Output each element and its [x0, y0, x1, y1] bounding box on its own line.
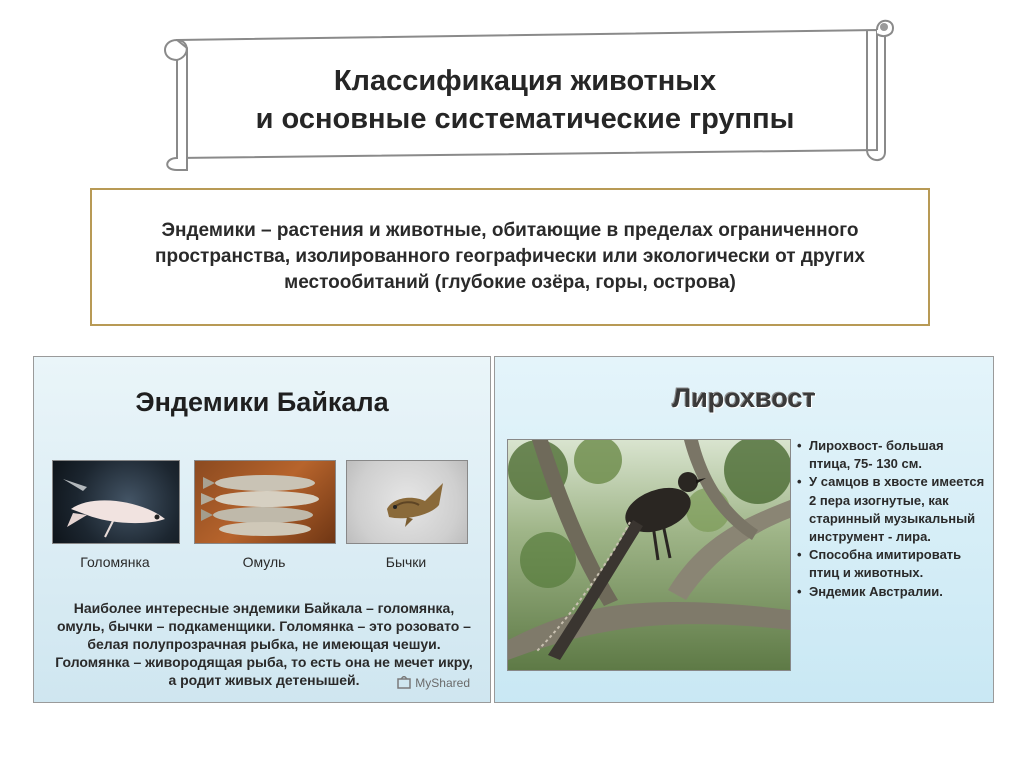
banner-title-line-1: Классификация животных — [333, 64, 717, 97]
lyrebird-slide-title: Лирохвост — [672, 383, 816, 413]
myshared-watermark — [397, 676, 470, 690]
golomyanka-fish-photo — [52, 460, 180, 544]
myshared-logo-icon — [397, 676, 411, 690]
myshared-label: MyShared — [415, 676, 470, 690]
baikal-slide-title: Эндемики Байкала — [135, 387, 389, 417]
lyrebird-fact-1: • Лирохвост- большая птица, 75- 130 см. — [797, 437, 987, 473]
banner-title — [185, 50, 865, 150]
lyrebird-photo — [507, 439, 791, 671]
golomyanka-caption: Голомянка — [80, 554, 150, 570]
definition-box — [90, 188, 930, 326]
omul-fish-photo — [194, 460, 336, 544]
lyrebird-fact-4: • Эндемик Австралии. — [797, 583, 987, 601]
goby-fish-photo — [346, 460, 468, 544]
lyrebird-slide — [494, 356, 994, 703]
definition-text: Эндемики – растения и животные, обитающие в пределах ограниченного пространства, изолированного географически или экологически от других местообитаний (глубокие озёра, горы, острова) — [155, 219, 865, 294]
omul-caption: Омуль — [242, 554, 286, 570]
banner-title-line-2: и основные систематические группы — [255, 103, 795, 135]
lyrebird-facts-list — [797, 437, 987, 601]
baikal-description: Наиболее интересные эндемики Байкала – голомянка, омуль, бычки – подкаменщики. Голомянка – это розовато – белая полупрозрачная рыбка, не имеющая чешуи. Голомянка – живородящая рыба, то есть она не мечет икру, а родит живых детенышей. — [55, 600, 473, 688]
lyrebird-fact-2: • У самцов в хвосте имеется 2 пера изогнутые, как старинный музыкальный инструмент - лира. — [797, 473, 987, 546]
lyrebird-fact-3: • Способна имитировать птиц и животных. — [797, 546, 987, 582]
goby-caption: Бычки — [385, 554, 427, 570]
baikal-endemics-slide — [33, 356, 491, 703]
